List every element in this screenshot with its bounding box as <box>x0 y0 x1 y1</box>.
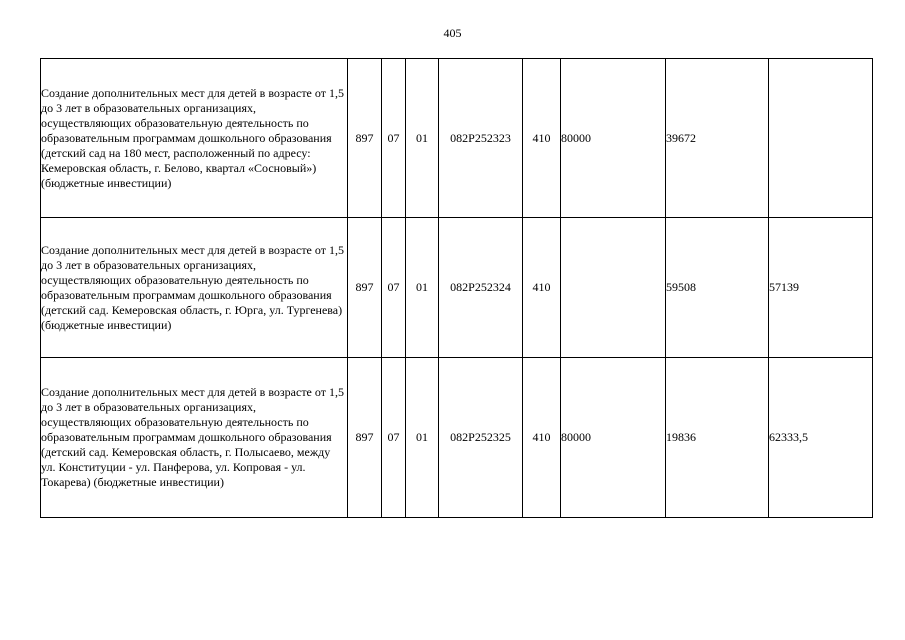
expense-type-code: 410 <box>523 59 561 218</box>
row-description: Создание дополнительных мест для детей в возрасте от 1,5 до 3 лет в образовательных организациях, осуществляющих образовательную деятельность по образовательным программам дошкольного образования (детский сад. Кемеровская область, г. Юрга, ул. Тургенева) (бюджетные инвестиции) <box>41 218 348 358</box>
section-code: 07 <box>382 59 406 218</box>
subsection-code: 01 <box>406 358 439 518</box>
ministry-code: 897 <box>348 59 382 218</box>
amount-2: 59508 <box>666 218 769 358</box>
amount-1: 80000 <box>561 358 666 518</box>
ministry-code: 897 <box>348 358 382 518</box>
amount-1: 80000 <box>561 59 666 218</box>
amount-3 <box>769 59 873 218</box>
page-number: 405 <box>443 26 462 40</box>
target-article-code: 082P252324 <box>439 218 523 358</box>
amount-1 <box>561 218 666 358</box>
expense-type-code: 410 <box>523 358 561 518</box>
expense-type-code: 410 <box>523 218 561 358</box>
amount-3: 62333,5 <box>769 358 873 518</box>
section-code: 07 <box>382 218 406 358</box>
amount-2: 39672 <box>666 59 769 218</box>
target-article-code: 082P252323 <box>439 59 523 218</box>
budget-table <box>40 58 873 518</box>
section-code: 07 <box>382 358 406 518</box>
row-description: Создание дополнительных мест для детей в возрасте от 1,5 до 3 лет в образовательных организациях, осуществляющих образовательную деятельность по образовательным программам дошкольного образования (детский сад. Кемеровская область, г. Полысаево, между ул. Конституции - ул. Панферова, ул. Копровая - ул. Токарева) (бюджетные инвестиции) <box>41 358 348 518</box>
table-row <box>41 358 873 518</box>
row-description: Создание дополнительных мест для детей в возрасте от 1,5 до 3 лет в образовательных организациях, осуществляющих образовательную деятельность по образовательным программам дошкольного образования (детский сад на 180 мест, расположенный по адресу: Кемеровская область, г. Белово, квартал «Сосновый») (бюджетные инвестиции) <box>41 59 348 218</box>
subsection-code: 01 <box>406 59 439 218</box>
subsection-code: 01 <box>406 218 439 358</box>
target-article-code: 082P252325 <box>439 358 523 518</box>
amount-2: 19836 <box>666 358 769 518</box>
ministry-code: 897 <box>348 218 382 358</box>
amount-3: 57139 <box>769 218 873 358</box>
table-row <box>41 218 873 358</box>
table-row <box>41 59 873 218</box>
